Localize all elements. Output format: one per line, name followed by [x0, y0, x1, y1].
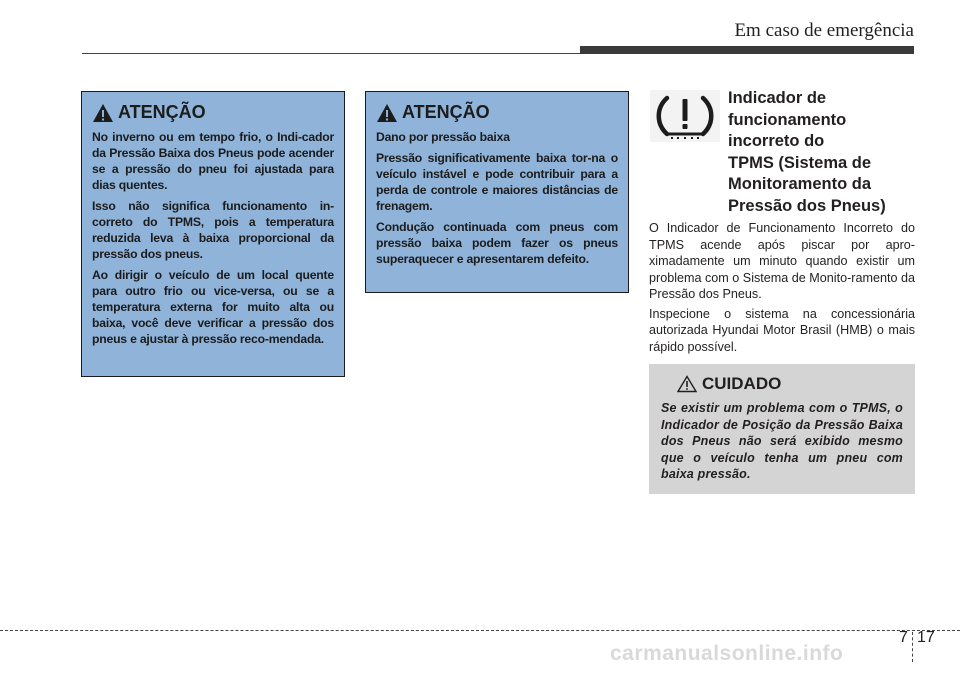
warning-header [376, 102, 618, 123]
section-title-line: Pressão dos Pneus) [728, 196, 886, 215]
caution-triangle-icon [677, 375, 697, 393]
tpms-warning-icon [650, 90, 720, 142]
body-paragraph: O Indicador de Funcionamento Incorreto do TPMS acende após piscar por apro-ximadamente um minuto quando existir um problema com o Sistema de Monito-ramento da Pressão dos Pneus. [649, 221, 915, 301]
warning-header [92, 102, 334, 123]
warning-title: ATENÇÃO [402, 102, 490, 122]
section-body [649, 220, 915, 358]
page-separator [912, 632, 913, 662]
body-paragraph: Inspecione o sistema na concessionária autorizada Hyundai Motor Brasil (HMB) o mais rápido possível. [649, 306, 915, 354]
chapter-title: Em caso de emergência [734, 20, 914, 41]
caution-title: CUIDADO [702, 374, 782, 393]
warning-paragraph: Isso não significa funcionamento in-correto do TPMS, pois a temperatura reduzida leva à baixa proporcional da pressão dos pneus. [92, 199, 334, 261]
footer-rule [0, 630, 960, 631]
warning-triangle-icon [92, 103, 114, 123]
section-title-line: Indicador de [728, 89, 827, 107]
warning-paragraph: Ao dirigir o veículo de um local quente para outro frio ou vice-versa, ou se a temperatura externa for muito alta ou baixa, você deve verificar a pressão dos pneus e ajustar à pressão reco-mendada. [92, 268, 334, 346]
warning-box-low-pressure [365, 91, 629, 293]
watermark: carmanualsonline.info [610, 642, 844, 665]
header-bar [580, 46, 914, 54]
section-title [728, 88, 918, 217]
page-number: 17 [917, 629, 935, 646]
warning-paragraph: Pressão significativamente baixa tor-na o veículo instável e pode contribuir para a perda de controle e maiores distâncias de frenagem. [376, 151, 618, 213]
warning-triangle-icon [376, 103, 398, 123]
caution-text: Se existir um problema com o TPMS, o Indicador de Posição da Pressão Baixa dos Pneus não será exibido mesmo que o veículo tenha um pneu com baixa pressão. [661, 401, 903, 481]
warning-box-cold-weather [81, 91, 345, 377]
section-title-line: incorreto do [728, 132, 825, 150]
section-title-line: TPMS (Sistema de [728, 153, 872, 172]
warning-paragraph: Dano por pressão baixa [376, 130, 510, 144]
chapter-number: 7 [899, 629, 908, 646]
caution-box [649, 364, 915, 494]
caution-header [677, 374, 903, 394]
warning-paragraph: Condução continuada com pneus com pressão baixa podem fazer os pneus superaquecer e apresentarem defeito. [376, 220, 618, 266]
warning-title: ATENÇÃO [118, 102, 206, 122]
section-title-line: Monitoramento da [728, 175, 871, 193]
section-title-line: funcionamento [728, 110, 847, 129]
header-rule [82, 53, 582, 54]
warning-paragraph: No inverno ou em tempo frio, o Indi-cador da Pressão Baixa dos Pneus pode acender se a pressão do pneu foi ajustada para dias quentes. [92, 130, 334, 192]
